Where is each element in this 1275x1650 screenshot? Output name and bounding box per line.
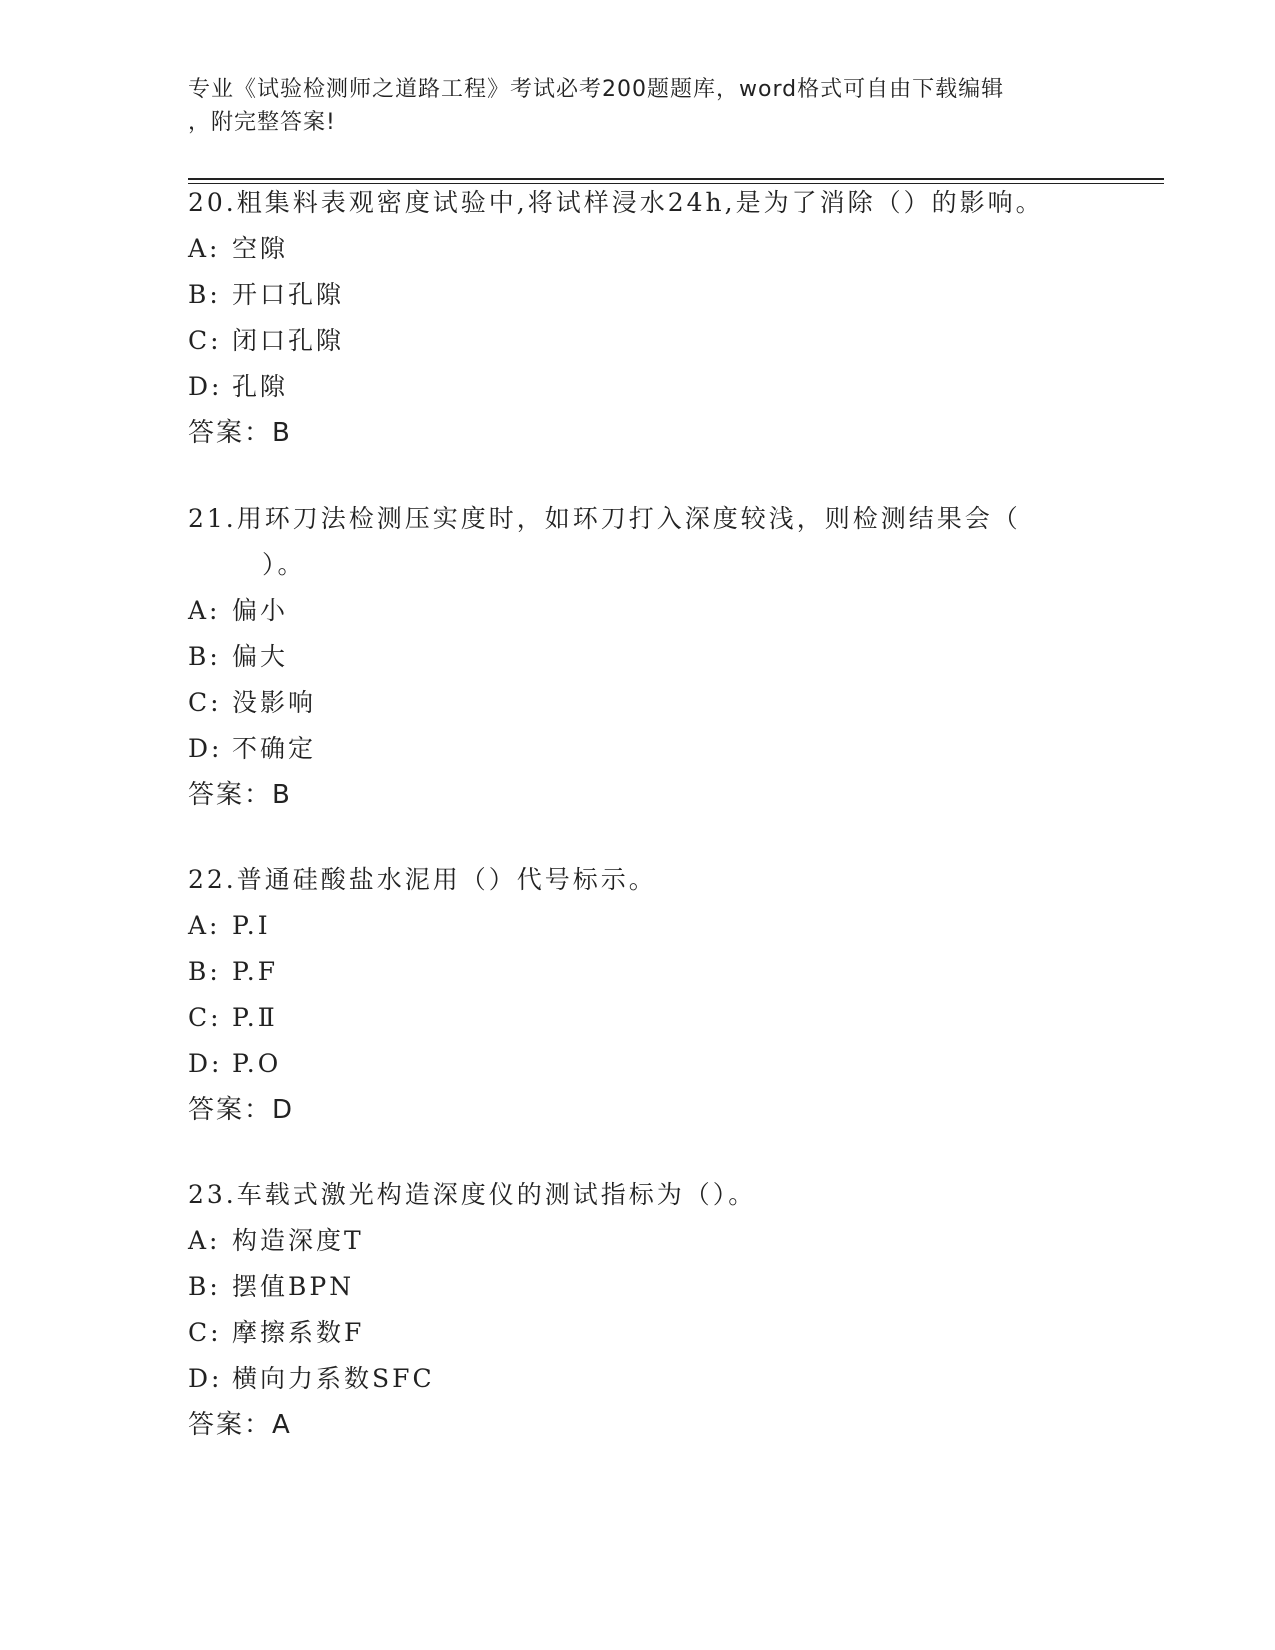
option-key: D:: [188, 1049, 223, 1078]
document-header: [188, 73, 1088, 139]
option-c: [188, 1310, 1088, 1356]
option-text: 不确定: [232, 734, 317, 763]
answer-label: 答案：A: [188, 1410, 292, 1440]
option-b: [188, 949, 1088, 995]
option-text: 偏大: [232, 642, 289, 671]
question-21: [188, 496, 1088, 818]
option-key: C:: [188, 688, 222, 717]
option-key: B:: [188, 280, 221, 309]
option-key: B:: [188, 642, 221, 671]
option-text: 孔隙: [232, 372, 289, 401]
question-23: [188, 1172, 1088, 1448]
option-text: 开口孔隙: [232, 280, 345, 309]
option-key: C:: [188, 1003, 222, 1032]
option-b: [188, 1264, 1088, 1310]
option-text: P.O: [232, 1049, 282, 1078]
option-text: 没影响: [232, 688, 317, 717]
option-key: D:: [188, 372, 223, 401]
header-title-line1: 专业《试验检测师之道路工程》考试必考200题题库，word格式可自由下载编辑: [188, 77, 1005, 102]
option-key: D:: [188, 1364, 223, 1393]
option-d: [188, 726, 1088, 772]
option-a: [188, 226, 1088, 272]
answer-label: 答案：B: [188, 780, 292, 810]
option-b: [188, 272, 1088, 318]
question-stem: 21.用环刀法检测压实度时，如环刀打入深度较浅，则检测结果会（: [188, 504, 1021, 533]
option-key: A:: [188, 1226, 221, 1255]
option-key: A:: [188, 596, 221, 625]
question-stem: 22.普通硅酸盐水泥用（）代号标示。: [188, 865, 657, 894]
question-stem: 23.车载式激光构造深度仪的测试指标为（）。: [188, 1180, 757, 1209]
option-key: A:: [188, 911, 221, 940]
header-title-line2: ，附完整答案!: [188, 110, 336, 135]
option-d: [188, 364, 1088, 410]
option-c: [188, 995, 1088, 1041]
answer-label: 答案：D: [188, 1095, 295, 1125]
option-text: 摩擦系数F: [232, 1318, 365, 1347]
option-text: 闭口孔隙: [232, 326, 345, 355]
answer-label: 答案：B: [188, 418, 292, 448]
option-key: B:: [188, 1272, 221, 1301]
option-text: P.F: [232, 957, 279, 986]
option-text: 空隙: [232, 234, 289, 263]
option-b: [188, 634, 1088, 680]
option-text: P.Ⅱ: [232, 1003, 278, 1032]
option-a: [188, 588, 1088, 634]
option-text: 偏小: [232, 596, 289, 625]
question-20: [188, 180, 1088, 456]
question-stem: 20.粗集料表观密度试验中,将试样浸水24h,是为了消除（）的影响。: [188, 188, 1044, 217]
question-22: [188, 857, 1088, 1133]
option-key: C:: [188, 326, 222, 355]
option-text: 横向力系数SFC: [232, 1364, 435, 1393]
option-key: C:: [188, 1318, 222, 1347]
option-c: [188, 318, 1088, 364]
option-d: [188, 1356, 1088, 1402]
option-key: D:: [188, 734, 223, 763]
option-key: B:: [188, 957, 221, 986]
option-key: A:: [188, 234, 221, 263]
question-stem-continuation: ）。: [262, 550, 306, 579]
option-c: [188, 680, 1088, 726]
option-text: 构造深度T: [232, 1226, 364, 1255]
option-a: [188, 1218, 1088, 1264]
option-a: [188, 903, 1088, 949]
option-text: 摆值BPN: [232, 1272, 355, 1301]
option-text: P.I: [232, 911, 271, 940]
option-d: [188, 1041, 1088, 1087]
